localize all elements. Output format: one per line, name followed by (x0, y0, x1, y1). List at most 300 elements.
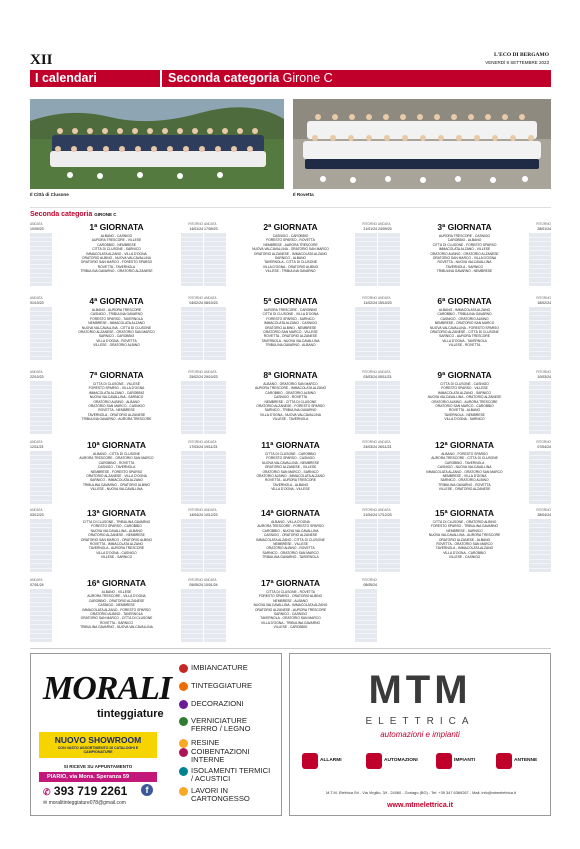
match-row: CASNIGO - CAROBBIO (272, 234, 309, 238)
match-list (388, 234, 541, 274)
match-row: SARNICO - TRIBULINA GAVARNO (264, 408, 317, 413)
andata-date: 19/11/23 (204, 445, 218, 449)
match-row: VILLESE - ORATORIO ALBINO (93, 343, 140, 348)
match-row: SARNICO - ORATORIO ALBINO (440, 478, 489, 483)
team-photo-clusone (30, 99, 284, 189)
round-title: 3ª GIORNATA (437, 222, 492, 232)
andata-date: 17/09/23 (204, 227, 218, 231)
match-row: CAROBBIO - TAVERNOLA (444, 460, 485, 465)
match-row: SARNICO - ALBANO (274, 255, 307, 260)
match-row: ROVETTA - ORATORIO SAN MARCO (436, 541, 493, 546)
match-row: VILLESE - SARNICO (100, 555, 133, 560)
match-list (388, 308, 541, 348)
match-row: ORATORIO ALZANESE - ORATORIO SAN MARCO (78, 329, 155, 334)
andata-label: ANDATA (30, 370, 43, 374)
round-card (30, 296, 203, 362)
ritorno-label: RITORNO (362, 370, 377, 374)
match-row: VILLA D'OGNA - ROVETTA (96, 338, 137, 343)
andata-label: ANDATA (378, 370, 391, 374)
team-photo-rovetta-image (293, 99, 551, 189)
round-card (30, 222, 203, 288)
service-coibentazioni: COIBENTAZIONI INTERNE (191, 748, 271, 764)
andata-date: 15/10/23 (378, 301, 392, 305)
match-row: IMMACOLATA ALZANO - VILLA D'OGNA (86, 251, 147, 256)
address-text: PIARIO, via Mons. Speranza 59 (47, 774, 130, 780)
match-row: FORESTO SPARSO - CAROBBIO (91, 524, 142, 529)
ritorno-label: RITORNO (362, 222, 377, 226)
ritorno-label: RITORNO (536, 370, 551, 374)
andata-label: ANDATA (30, 440, 43, 444)
match-row: FORESTO SPARSO - ORATORIO ALBINO (258, 594, 323, 599)
match-row: SARNICO - AURORA TRESCORE (439, 334, 490, 339)
ritorno-date: 21/01/24 (363, 227, 377, 231)
andata-date: 05/11/23 (378, 375, 392, 379)
match-row: ORATORIO SAN MARCO - ORATORIO ALBINO (80, 537, 153, 542)
match-row: NEMBRESE - VILLA D'OGNA (442, 473, 487, 478)
round-card (204, 578, 377, 644)
match-row: CASNIGO - NUOVA VALCAVALLINA (437, 465, 492, 470)
page-number: XII (30, 52, 53, 68)
service-resine: RESINE (191, 739, 219, 747)
service-imbiancature: IMBIANCATURE (191, 664, 248, 672)
match-row: CASNIGO - TRIBULINA GAVARNO (90, 312, 143, 317)
match-row: ORATORIO ALZANESE - IMMACOLATA ALZANO (253, 251, 328, 256)
match-row: ORATORIO ALBINO - ROVETTA (266, 546, 315, 551)
match-row: CITTÀ DI CLUSONE - TRIBULINA GAVARNO (82, 520, 151, 524)
match-row: NEMBRESE - CITTÀ DI CLUSONE (264, 399, 317, 404)
match-row: VILLESE - ROVETTA (448, 343, 481, 348)
match-row: ALBANO - ORATORIO SAN MARCO (263, 382, 318, 386)
match-row: AURORA TRESCORE - ORATORIO SAN MARCO (79, 456, 154, 461)
match-row: TRIBULINA GAVARNO - NEMBRESE (436, 269, 493, 274)
match-row: NUOVA VALCAVALLINA - AURORA TRESCORE (428, 533, 501, 538)
match-row: ORATORIO ALZANESE - VILLESE (264, 465, 317, 470)
ritorno-label: RITORNO (536, 296, 551, 300)
match-row: ROVETTA - TAVERNOLA (97, 264, 136, 269)
match-list (388, 520, 541, 560)
ads-divider (30, 648, 551, 649)
match-row: CITTÀ DI CLUSONE - ORATORIO ALBINO (432, 520, 497, 524)
email-text[interactable]: ✉ moralitinteggiature078@gmail.com (43, 800, 126, 806)
ritorno-date: 03/03/24 (363, 375, 377, 379)
mail-icon: ✉ (43, 800, 48, 806)
address-box (39, 772, 157, 782)
title-light: Girone C (282, 71, 333, 85)
match-row: ORATORIO ALBINO - ORATORIO ALZANESE (430, 251, 499, 256)
match-row: ALBANO - CITTÀ DI CLUSONE (93, 452, 140, 456)
round-title: 1ª GIORNATA (89, 222, 144, 232)
andata-label: ANDATA (204, 222, 217, 226)
match-row: AURORA TRESCORE - CAROBBIO (263, 308, 318, 312)
match-row: NUOVA VALCAVALLINA - CITTÀ DI CLUSONE (81, 325, 152, 330)
calendar-title (30, 211, 116, 218)
match-list (40, 520, 193, 560)
andata-label: ANDATA (30, 508, 43, 512)
match-row: CITTÀ DI CLUSONE - VILLESE (93, 382, 140, 386)
drywall-icon (179, 787, 188, 796)
match-row: VILLA D'OGNA - SARNICO (444, 417, 485, 422)
ritorno-label: RITORNO (362, 508, 377, 512)
match-row: ROVETTA - ALBANO (448, 408, 481, 413)
andata-date: 10/12/23 (204, 513, 218, 517)
match-row: VILLESE - CASNIGO (448, 555, 481, 560)
match-row: IMMACOLATA ALZANO - CAROBBIO (88, 390, 145, 395)
mtm-service-automazioni: AUTOMAZIONI (384, 758, 418, 763)
match-row: TRIBULINA GAVARNO - ALBANO (265, 343, 316, 348)
ritorno-date: 24/03/24 (363, 445, 377, 449)
match-row: ORATORIO ALZANESE - FORESTO SPARSO (256, 403, 325, 408)
match-row: TAVERNOLA - ORATORIO ALZANESE (87, 412, 146, 417)
match-row: FORESTO SPARSO - CASNIGO (266, 456, 315, 461)
plant-icon (436, 753, 452, 769)
section-divider (30, 207, 551, 208)
match-row: TAVERNOLA - AURORA TRESCORE (88, 546, 145, 551)
match-row: TAVERNOLA - IMMACOLATA ALZANO (435, 546, 494, 551)
match-row: SARNICO - IMMACOLATA ALZANO (89, 478, 143, 483)
match-row: VILLESE - ORATORIO ALZANESE (438, 487, 491, 492)
match-row: ORATORIO ALZANESE - ALBANO (438, 537, 491, 542)
ritorno-date: 10/03/24 (537, 375, 551, 379)
match-row: NUOVA VALCAVALLINA - FORESTO SPARSO (430, 325, 499, 330)
round-card (30, 440, 203, 506)
match-list (40, 452, 193, 492)
round-card (378, 440, 551, 506)
bucket-icon (179, 664, 188, 673)
match-row: ORATORIO SAN MARCO - VILLA D'OGNA (432, 255, 497, 260)
round-card (204, 222, 377, 288)
ritorno-label: RITORNO (188, 440, 203, 444)
match-row: CAROBBIO - ORATORIO ALZANESE (88, 598, 145, 603)
ritorno-label: RITORNO (362, 296, 377, 300)
match-row: FORESTO SPARSO - TAVERNOLA (90, 316, 143, 321)
match-row: CAROBBIO - NEMBRESE (97, 242, 136, 247)
match-row: ALBANO - CASNIGO (100, 234, 133, 238)
match-row: ROVETTA - ORATORIO ALZANESE (263, 334, 318, 339)
match-row: CAROBBIO - TRIBULINA GAVARNO (437, 312, 492, 317)
match-row: NUOVA VALCAVALLINA - ORATORIO SAN MARCO (252, 247, 329, 252)
match-row: TRIBULINA GAVARNO - ROVETTA (438, 482, 491, 487)
team-photo-clusone-image (30, 99, 284, 189)
match-list (40, 590, 193, 630)
brush-icon (179, 717, 188, 726)
ritorno-label: RITORNO (188, 508, 203, 512)
round-title: 2ª GIORNATA (263, 222, 318, 232)
mtm-tagline: automazioni e impianti (380, 730, 460, 739)
ritorno-date: 08/05/24 (363, 583, 377, 587)
ritorno-label: RITORNO (188, 370, 203, 374)
round-card (204, 440, 377, 506)
match-row: NEMBRESE - ORATORIO SAN MARCO (434, 321, 495, 326)
match-row: CITTÀ DI CLUSONE - CAROBBIO (265, 452, 316, 456)
match-row: NEMBRESE - AURORA TRESCORE (263, 242, 318, 247)
andata-date: 24/09/23 (378, 227, 392, 231)
mtm-logo: MTM (368, 668, 472, 712)
service-cartongesso: LAVORI IN CARTONGESSO (191, 787, 271, 803)
facebook-icon[interactable]: f (141, 784, 153, 796)
andata-label: ANDATA (378, 508, 391, 512)
match-row: ALBANO - FORESTO SPARSO (441, 452, 488, 456)
paint-icon (179, 682, 188, 691)
ritorno-date: 28/01/24 (537, 227, 551, 231)
match-row: AURORA TRESCORE - CASNIGO (438, 234, 491, 238)
andata-label: ANDATA (378, 440, 391, 444)
round-title: 10ª GIORNATA (86, 440, 147, 450)
ritorno-date: 18/02/24 (537, 301, 551, 305)
ritorno-label: RITORNO (536, 440, 551, 444)
andata-date: 17/12/23 (378, 513, 392, 517)
match-row: TAVERNOLA - ORATORIO SAN MARCO (260, 616, 321, 621)
round-title: 15ª GIORNATA (434, 508, 495, 518)
ritorno-date: 04/02/24 (189, 301, 203, 305)
match-row: ORATORIO ALBINO - NUOVA VALCAVALLINA (82, 255, 151, 260)
match-row: ORATORIO SAN MARCO - CAROBBIO (435, 403, 494, 408)
match-row: ORATORIO ALZANESE - NEMBRESE (88, 533, 145, 538)
match-row: NUOVA VALCAVALLINA - IMMACOLATA ALZANO (253, 603, 328, 608)
resin-icon (179, 739, 188, 748)
match-row: NEMBRESE - ALBANO (273, 598, 308, 603)
showroom-box (39, 732, 157, 758)
photo-caption-clusone: Il Città di Clusone (30, 192, 69, 197)
ritorno-date: 25/02/24 (189, 375, 203, 379)
showroom-title: NUOVO SHOWROOM (54, 735, 142, 745)
match-row: TRIBULINA GAVARNO - TAVERNOLA (262, 555, 319, 560)
match-row: TAVERNOLA - ALBANO (272, 482, 309, 487)
service-tinteggiature: TINTEGGIATURE (191, 682, 252, 690)
ad-morali[interactable] (30, 653, 282, 816)
match-row: NUOVA VALCAVALLINA - ALBANO (90, 528, 143, 533)
andata-date: 10/01/24 (204, 583, 218, 587)
match-row: ORATORIO ALBINO - TAVERNOLA (90, 611, 143, 616)
match-row: ORATORIO ALZANESE - CITTÀ DI CLUSONE (430, 329, 499, 334)
ritorno-date: 05/05/24 (189, 583, 203, 587)
antenna-icon (496, 753, 512, 769)
match-row: CITTÀ DI CLUSONE - SARNICO (92, 247, 141, 252)
ritorno-label: RITORNO (188, 222, 203, 226)
round-title: 7ª GIORNATA (89, 370, 144, 380)
round-title: 4ª GIORNATA (89, 296, 144, 306)
alarm-icon (302, 753, 318, 769)
round-card (378, 370, 551, 436)
ritorno-date: 17/03/24 (189, 445, 203, 449)
andata-label: ANDATA (378, 296, 391, 300)
match-row: VILLESE - CAROBBIO (273, 625, 308, 630)
match-list (214, 234, 367, 274)
ritorno-date: 14/01/24 (189, 227, 203, 231)
match-row: TRIBULINA GAVARNO - AURORA TRESCORE (81, 417, 152, 422)
andata-date: 08/10/23 (204, 301, 218, 305)
round-title: 9ª GIORNATA (437, 370, 492, 380)
match-row: ROVETTA - NUOVA VALCAVALLINA (437, 260, 492, 265)
match-row: NEMBRESE - SARNICO (446, 528, 483, 533)
match-row: VILLESE - NUOVA VALCAVALLINA (90, 487, 143, 492)
round-title: 6ª GIORNATA (437, 296, 492, 306)
andata-date: 26/11/23 (378, 445, 392, 449)
match-row: TAVERNOLA - NEMBRESE (444, 412, 485, 417)
ritorno-date: 07/04/24 (537, 445, 551, 449)
round-card (30, 508, 203, 574)
round-title: 12ª GIORNATA (434, 440, 495, 450)
round-card (204, 508, 377, 574)
newspaper-name: L'ECO DI BERGAMO (493, 52, 549, 58)
insulation-icon (179, 748, 188, 757)
section-label: I calendari (35, 71, 97, 85)
match-list (388, 382, 541, 422)
ritorno-date: 11/02/24 (363, 301, 377, 305)
match-row: CAROBBIO - ROVETTA (98, 460, 135, 465)
match-row: AURORA TRESCORE - CITTÀ DI CLUSONE (431, 456, 498, 461)
round-card (204, 370, 377, 436)
andata-date: 12/11/23 (30, 445, 44, 449)
andata-label: ANDATA (30, 222, 43, 226)
match-row: ORATORIO SAN MARCO - SARNICO (262, 469, 319, 474)
match-row: CITTÀ DI CLUSONE - VILLA D'OGNA (262, 312, 319, 317)
match-row: VILLA D'OGNA - CASNIGO (96, 550, 137, 555)
andata-label: ANDATA (204, 578, 217, 582)
match-row: CAROBBIO - NUOVA VALCAVALLINA (262, 528, 319, 533)
round-card (378, 222, 551, 288)
andata-date: 29/10/23 (204, 375, 218, 379)
appointment-text: SI RICEVE SU APPUNTAMENTO (63, 764, 133, 769)
ritorno-label: RITORNO (188, 296, 203, 300)
andata-date: 03/12/23 (30, 513, 44, 517)
round-title: 8ª GIORNATA (263, 370, 318, 380)
andata-label: ANDATA (204, 296, 217, 300)
title-band (162, 70, 551, 87)
match-row: ORATORIO ALBINO - NEMBRESE (264, 325, 317, 330)
match-row: SARNICO - CASNIGO (273, 611, 308, 616)
ritorno-date: 14/04/24 (189, 513, 203, 517)
match-row: ROVETTA - IMMACOLATA ALZANO (89, 541, 144, 546)
ad-mtm[interactable] (289, 653, 551, 816)
round-card (204, 296, 377, 362)
ritorno-label: RITORNO (362, 440, 377, 444)
match-row: IMMACOLATA ALZANO - ORATORIO SAN MARCO (426, 469, 503, 474)
andata-label: ANDATA (204, 370, 217, 374)
mtm-website[interactable]: www.mtmelettrica.it (387, 802, 453, 809)
match-row: ORATORIO ALZANESE - AURORA TRESCORE (254, 607, 327, 612)
match-row: AURORA TRESCORE - IMMACOLATA ALZANO (254, 386, 327, 391)
ritorno-label: RITORNO (536, 222, 551, 226)
andata-label: ANDATA (30, 296, 43, 300)
match-row: NEMBRESE - IMMACOLATA ALZANO (88, 321, 145, 326)
match-list (214, 520, 367, 560)
newspaper-date: VENERDÌ 8 SETTEMBRE 2023 (485, 60, 549, 65)
andata-date: 07/01/24 (30, 583, 44, 587)
match-row: ALBANO - VILLA D'OGNA (271, 520, 310, 524)
match-row: ROVETTA - AURORA TRESCORE (265, 478, 316, 483)
match-row: VILLA D'OGNA - TRIBULINA GAVARNO (260, 620, 321, 625)
match-list (214, 382, 367, 422)
match-row: ORATORIO ALZANESE - VILLA D'OGNA (86, 473, 147, 478)
automation-icon (366, 753, 382, 769)
match-row: ROVETTA - SARNICO (99, 620, 134, 625)
match-row: ORATORIO ALBINO - IMMACOLATA ALZANO (256, 473, 325, 478)
match-row: VILLA D'OGNA - NUOVA VALCAVALLINA (259, 412, 322, 417)
ritorno-label: RITORNO (536, 508, 551, 512)
match-row: TRIBULINA GAVARNO - ORATORIO ALZANESE (80, 269, 153, 274)
andata-label: ANDATA (204, 440, 217, 444)
match-row: ORATORIO SAN MARCO - FORESTO SPARSO (80, 260, 153, 265)
section-band (30, 70, 160, 87)
match-row: SARNICO - CAROBBIO (98, 334, 135, 339)
round-card (30, 578, 203, 644)
match-list (214, 308, 367, 348)
match-row: CAROBBIO - ALBANO (447, 238, 482, 243)
photo-caption-rovetta: Il Rovetta (293, 192, 314, 197)
match-row: ALBANO - IMMACOLATA ALZANO (438, 308, 491, 312)
andata-date: 01/10/23 (30, 301, 44, 305)
calendar-subtitle: GIRONE C (94, 212, 117, 217)
ritorno-label: RITORNO (188, 578, 203, 582)
match-row: VILLESE - TRIBULINA GAVARNO (265, 269, 316, 274)
round-title: 11ª GIORNATA (261, 440, 320, 450)
match-row: IMMACOLATA ALZANO - CASNIGO (263, 321, 318, 326)
match-row: ALBANO - AURORA TRESCORE (91, 308, 142, 312)
newspaper-header (485, 52, 549, 66)
service-decorazioni: DECORAZIONI (191, 700, 244, 708)
match-row: NUOVA VALCAVALLINA - SARNICO (89, 395, 144, 400)
match-row: CASNIGO - NEMBRESE (98, 603, 135, 608)
mtm-service-allarmi: ALLARMI (320, 758, 342, 763)
morali-logo: MORALI (43, 670, 172, 707)
match-row: ORATORIO SAN MARCO - VILLESE (263, 329, 318, 334)
round-card (30, 370, 203, 436)
match-row: TAVERNOLA - NUOVA VALCAVALLINA (261, 338, 320, 343)
service-verniciature: VERNICIATURE FERRO / LEGNO (191, 717, 271, 733)
match-row: VILLESE - TAVERNOLA (272, 417, 309, 422)
ritorno-date: 21/04/24 (363, 513, 377, 517)
mtm-service-antenne: ANTENNE (514, 758, 537, 763)
round-title: 17ª GIORNATA (260, 578, 321, 588)
match-row: VILLA D'OGNA - TAVERNOLA (442, 338, 487, 343)
match-row: AURORA TRESCORE - FORESTO SPARSO (257, 524, 324, 529)
team-photo-rovetta (293, 99, 551, 189)
match-row: CASNIGO - ORATORIO ALBINO (440, 316, 489, 321)
match-row: FORESTO SPARSO - VILLA D'OGNA (88, 386, 145, 391)
match-row: FORESTO SPARSO - SARNICO (266, 316, 315, 321)
match-list (214, 590, 367, 630)
match-row: FORESTO SPARSO - ROVETTA (266, 238, 315, 243)
andata-label: ANDATA (204, 508, 217, 512)
match-row: CASNIGO - ORATORIO ALZANESE (263, 533, 318, 538)
mtm-word: ELETTRICA (365, 716, 475, 727)
match-row: IMMACOLATA ALZANO - FORESTO SPARSO (82, 607, 151, 612)
round-card (378, 508, 551, 574)
match-row: IMMACOLATA ALZANO - CITTÀ DI CLUSONE (256, 537, 325, 542)
andata-label: ANDATA (30, 578, 43, 582)
match-list (214, 452, 367, 492)
match-row: CASNIGO - ROVETTA (273, 395, 308, 400)
phone-number[interactable]: ✆ 393 719 2261 (43, 784, 128, 798)
title-bold: Seconda categoria (168, 71, 280, 85)
match-row: FORESTO SPARSO - TRIBULINA GAVARNO (430, 524, 499, 529)
match-row: ORATORIO ALBINO - AURORA TRESCORE (431, 399, 498, 404)
andata-date: 10/09/23 (30, 227, 44, 231)
match-row: ORATORIO SAN MARCO - CASNIGO (88, 403, 145, 408)
match-row: CAROBBIO - ORATORIO ALBINO (265, 390, 316, 395)
match-row: IMMACOLATA ALZANO - VILLESE (438, 247, 491, 252)
service-isolamenti: ISOLAMENTI TERMICI / ACUSTICI (191, 767, 271, 783)
match-row: NUOVA VALCAVALLINA - ORATORIO ALZANESE (427, 395, 502, 400)
acoustic-icon (179, 767, 188, 776)
round-card (378, 296, 551, 362)
match-row: VILLA D'OGNA - ORATORIO ALBINO (262, 264, 319, 269)
match-row: ORATORIO SAN MARCO - CITTÀ DI CLUSONE (80, 616, 153, 621)
showroom-subtitle: CON VASTO ASSORTIMENTO DI CATALOGHI E CAMPIONATURE (57, 746, 139, 754)
morali-subbrand: tinteggiature (97, 708, 164, 720)
andata-label: ANDATA (378, 222, 391, 226)
match-row: TAVERNOLA - CITTÀ DI CLUSONE (264, 260, 317, 265)
